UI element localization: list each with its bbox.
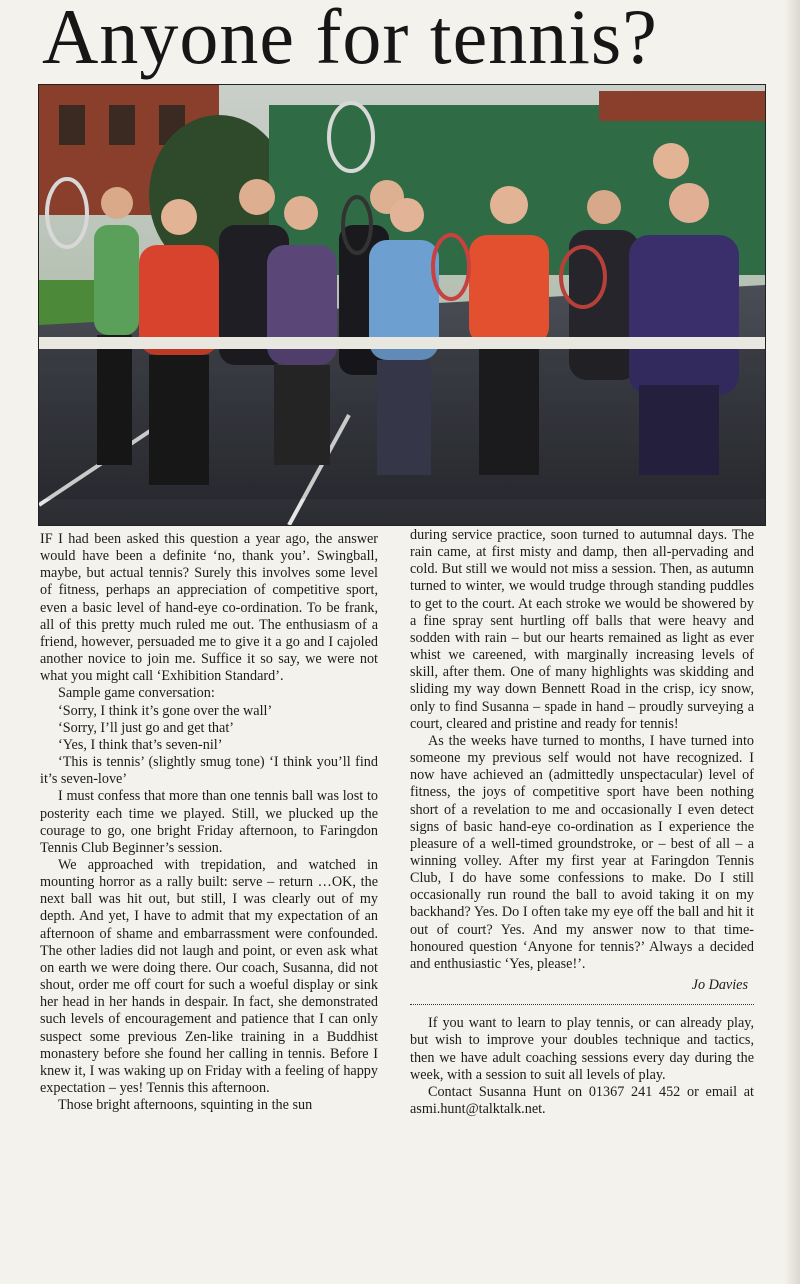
left-column <box>40 531 378 1114</box>
page-edge-shadow <box>784 0 800 1284</box>
dialogue-line: ‘This is tennis’ (slightly smug tone) ‘I think you’ll find it’s seven-love’ <box>40 754 378 788</box>
article-photo <box>38 84 766 526</box>
paragraph: IF I had been asked this question a year ago, the answer would have been a definite ‘no, thank you’. Swingball, maybe, but actual tennis? Surely this involves some level of fitness, perhaps an appreciation of competitive sport, even a basic level of hand-eye co-ordination. To be frank, all of this pretty much ruled me out. The enthusiasm of a friend, however, persuaded me to give it a go and I cajoled another novice to join me. Suffice it so say, we were not what you might call ‘Exhibition Standard’. <box>40 531 378 685</box>
tennis-group-photo-icon <box>39 85 765 525</box>
dialogue-line: ‘Sorry, I think it’s gone over the wall’ <box>58 702 273 719</box>
paragraph: We approached with trepidation, and watched in mounting horror as a rally built: serve – return …OK, the next ball was hit out, but still, I was clearly out of my depth. And yet, I have to admit that my expectation of an afternoon of shame and embarrassment were confounded. The other ladies did not laugh and point, or even ask what on earth we were doing there. Our coach, Susanna, did not shout, order me off court for such a woeful display or sink her head in her hands in despair. In fact, she demonstrated such levels of encouragement and patience that I can only suspect some previous Zen-like training in a Buddhist monastery before she found her calling in tennis. Before I knew it, I was waking up on Friday with a feeling of happy expectation – yes! Tennis this afternoon. <box>40 856 378 1096</box>
byline: Jo Davies <box>691 977 748 994</box>
contact-paragraph: Contact Susanna Hunt on 01367 241 452 or email at asmi.hunt@talktalk.net. <box>410 1083 754 1117</box>
paragraph: Sample game conversation: <box>58 685 215 702</box>
right-column <box>410 527 754 1118</box>
dialogue-line: ‘Yes, I think that’s seven-nil’ <box>58 736 223 753</box>
paragraph: I must confess that more than one tennis ball was lost to posterity each time we played. Still, we plucked up the courage to go, one bright Friday afternoon, to Faringdon Tennis Club Beginner’s session. <box>40 788 378 856</box>
dialogue-line: ‘Sorry, I’ll just go and get that’ <box>58 719 234 736</box>
paragraph: Those bright afternoons, squinting in the sun <box>58 1097 313 1114</box>
info-box <box>410 1015 754 1118</box>
article-headline: Anyone for tennis? <box>42 0 658 80</box>
paragraph: during service practice, soon turned to autumnal days. The rain came, at first misty and damp, then all-pervading and cold. But still we would not miss a session. Then, as autumn turned to winter, we would trudge through standing puddles to get to the court. At each stroke we would be showered by a fine spray sent hurtling off balls that were heavy and sodden with rain – but our hearts remained as light as ever whist we careened, with marginally increasing levels of skill, after them. One of many highlights was skidding and sliding my way down Bennett Road in the crisp, icy snow, only to find Susanna – spade in hand – proudly surveying a court, cleared and pristine and ready for tennis! <box>410 527 754 732</box>
paragraph: As the weeks have turned to months, I have turned into someone my previous self would not have recognized. I now have achieved an (admittedly unspectacular) level of fitness, the joys of competitive sport have been nothing short of a revelation to me and occasionally I even detect signs of basic hand-eye co-ordination as I experience the pleasure of a well-timed groundstroke, or – best of all – a winning volley. After my first year at Faringdon Tennis Club, I do have some confessions to make. Do I still occasionally run round the ball to avoid taking it on my backhand? Yes. Do I often take my eye off the ball and hit it out of court? Yes. And my answer now to that time-honoured question ‘Anyone for tennis?’ Always a decided and enthusiastic ‘Yes, please!’. <box>410 732 754 972</box>
info-paragraph: If you want to learn to play tennis, or can already play, but wish to improve your doubles technique and tactics, then we have adult coaching sessions every day during the week, with a session to suit all levels of play. <box>410 1015 754 1083</box>
dotted-divider <box>410 1004 754 1005</box>
